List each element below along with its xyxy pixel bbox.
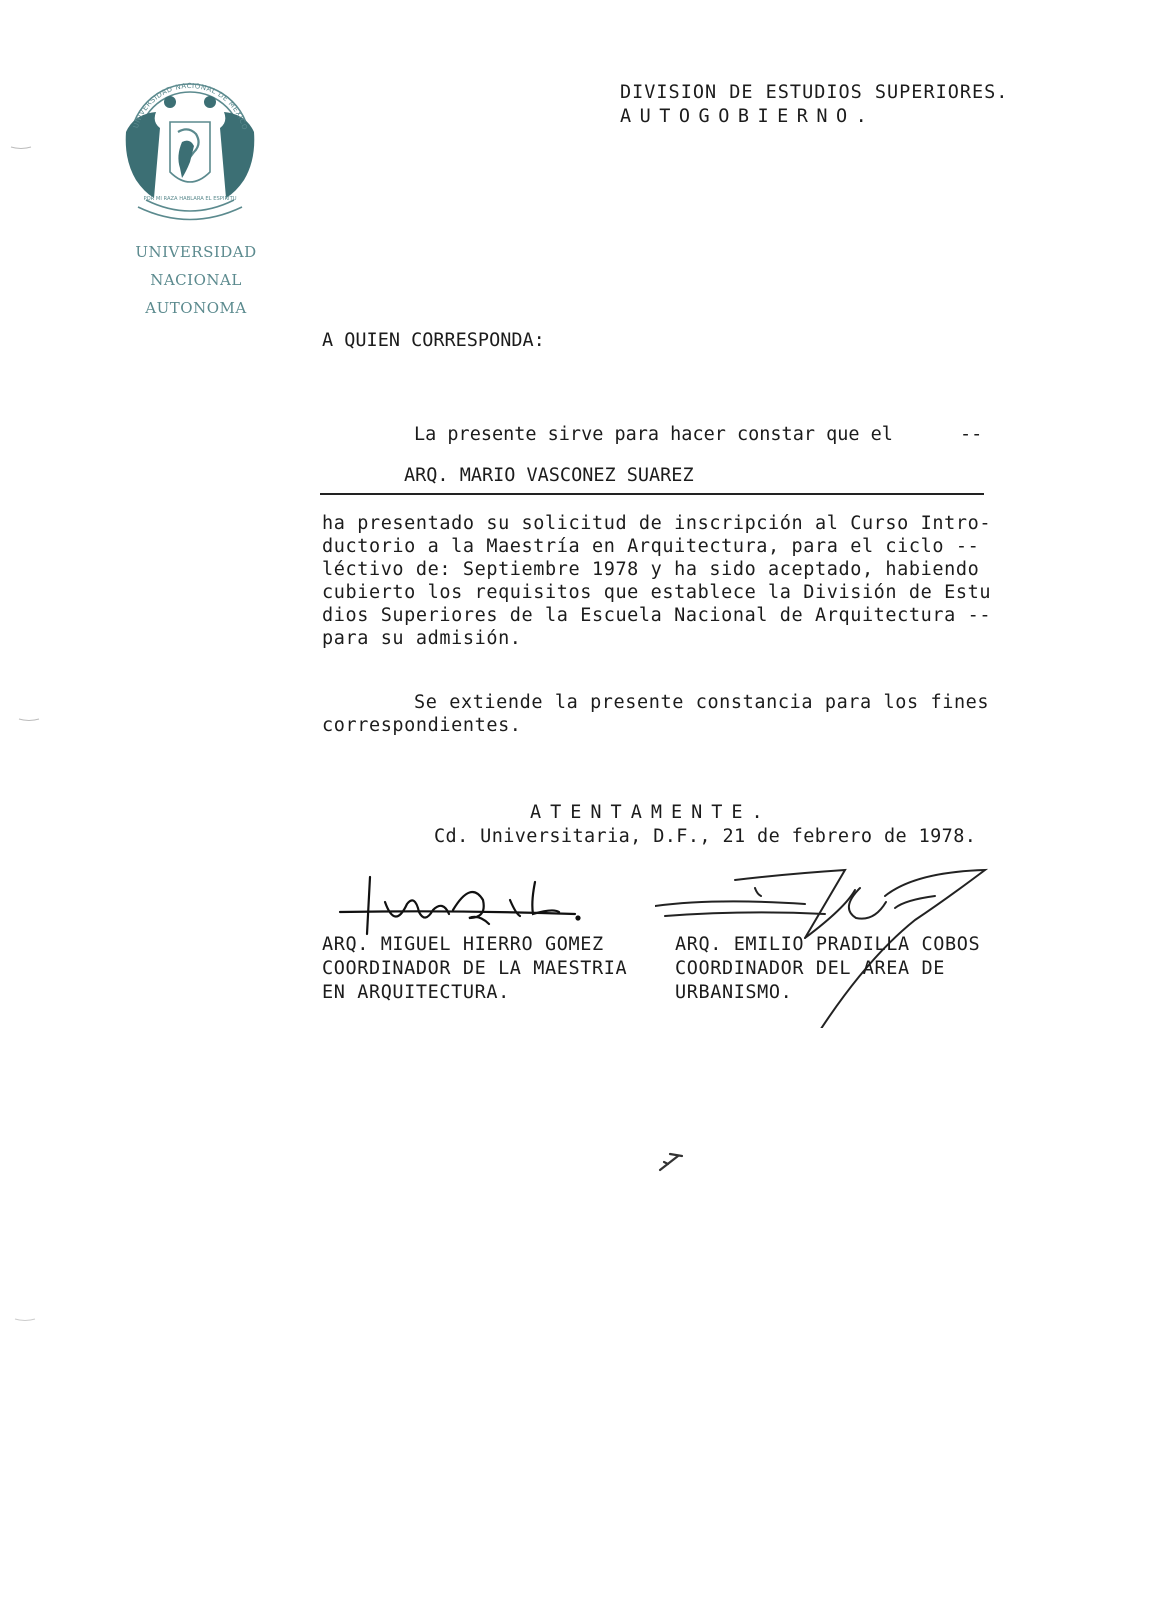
place-date: Cd. Universitaria, D.F., 21 de febrero de 1978.	[434, 826, 977, 847]
seal-caption	[96, 238, 296, 322]
valediction: ATENTAMENTE.	[530, 802, 772, 823]
seal-caption-line2: AUTONOMA	[145, 299, 247, 317]
signatory-name: ARQ. MIGUEL HIERRO GOMEZ	[322, 934, 604, 955]
ink-smudge	[656, 1150, 686, 1174]
signatory-title: EN ARQUITECTURA.	[322, 982, 510, 1003]
signatory-name: ARQ. EMILIO PRADILLA COBOS	[675, 934, 981, 955]
body-line: dios Superiores de la Escuela Nacional de Arquitectura --	[322, 605, 992, 626]
seal-caption-line1: UNIVERSIDAD NACIONAL	[135, 243, 257, 289]
seal-graphic	[118, 72, 262, 228]
recipient-name: ARQ. MARIO VASCONEZ SUAREZ	[404, 465, 694, 486]
scan-mark	[14, 1318, 36, 1322]
body-line: para su admisión.	[322, 628, 522, 649]
body-line: ha presentado su solicitud de inscripción al Curso Intro-	[322, 513, 992, 534]
seal-ring-text: UNIVERSIDAD NACIONAL DE MEXICO	[131, 81, 249, 132]
intro-text: La presente sirve para hacer constar que el	[414, 424, 893, 445]
signatory-title: COORDINADOR DEL AREA DE	[675, 958, 945, 979]
body-line: cubierto los requisitos que establece la División de Estu	[322, 582, 992, 603]
closing-line: Se extiende la presente constancia para los fines	[414, 692, 990, 713]
scan-mark	[10, 146, 32, 150]
closing-line: correspondientes.	[322, 715, 522, 736]
autogobierno-heading: AUTOGOBIERNO.	[620, 106, 876, 127]
salutation: A QUIEN CORRESPONDA:	[322, 330, 545, 351]
signatory-title: COORDINADOR DE LA MAESTRIA	[322, 958, 628, 979]
division-heading: DIVISION DE ESTUDIOS SUPERIORES.	[620, 82, 1009, 103]
seal-motto: POR MI RAZA HABLARA EL ESPIRITU	[143, 196, 237, 202]
university-seal-emblem	[118, 72, 262, 228]
signature-hierro	[335, 872, 595, 942]
scan-mark	[18, 718, 40, 722]
body-line: ductorio a la Maestría en Arquitectura, para el ciclo --	[322, 536, 980, 557]
signatory-title: URBANISMO.	[675, 982, 793, 1003]
intro-dash: --	[960, 424, 983, 445]
body-line: léctivo de: Septiembre 1978 y ha sido aceptado, habiendo	[322, 559, 980, 580]
recipient-underline	[320, 493, 984, 495]
